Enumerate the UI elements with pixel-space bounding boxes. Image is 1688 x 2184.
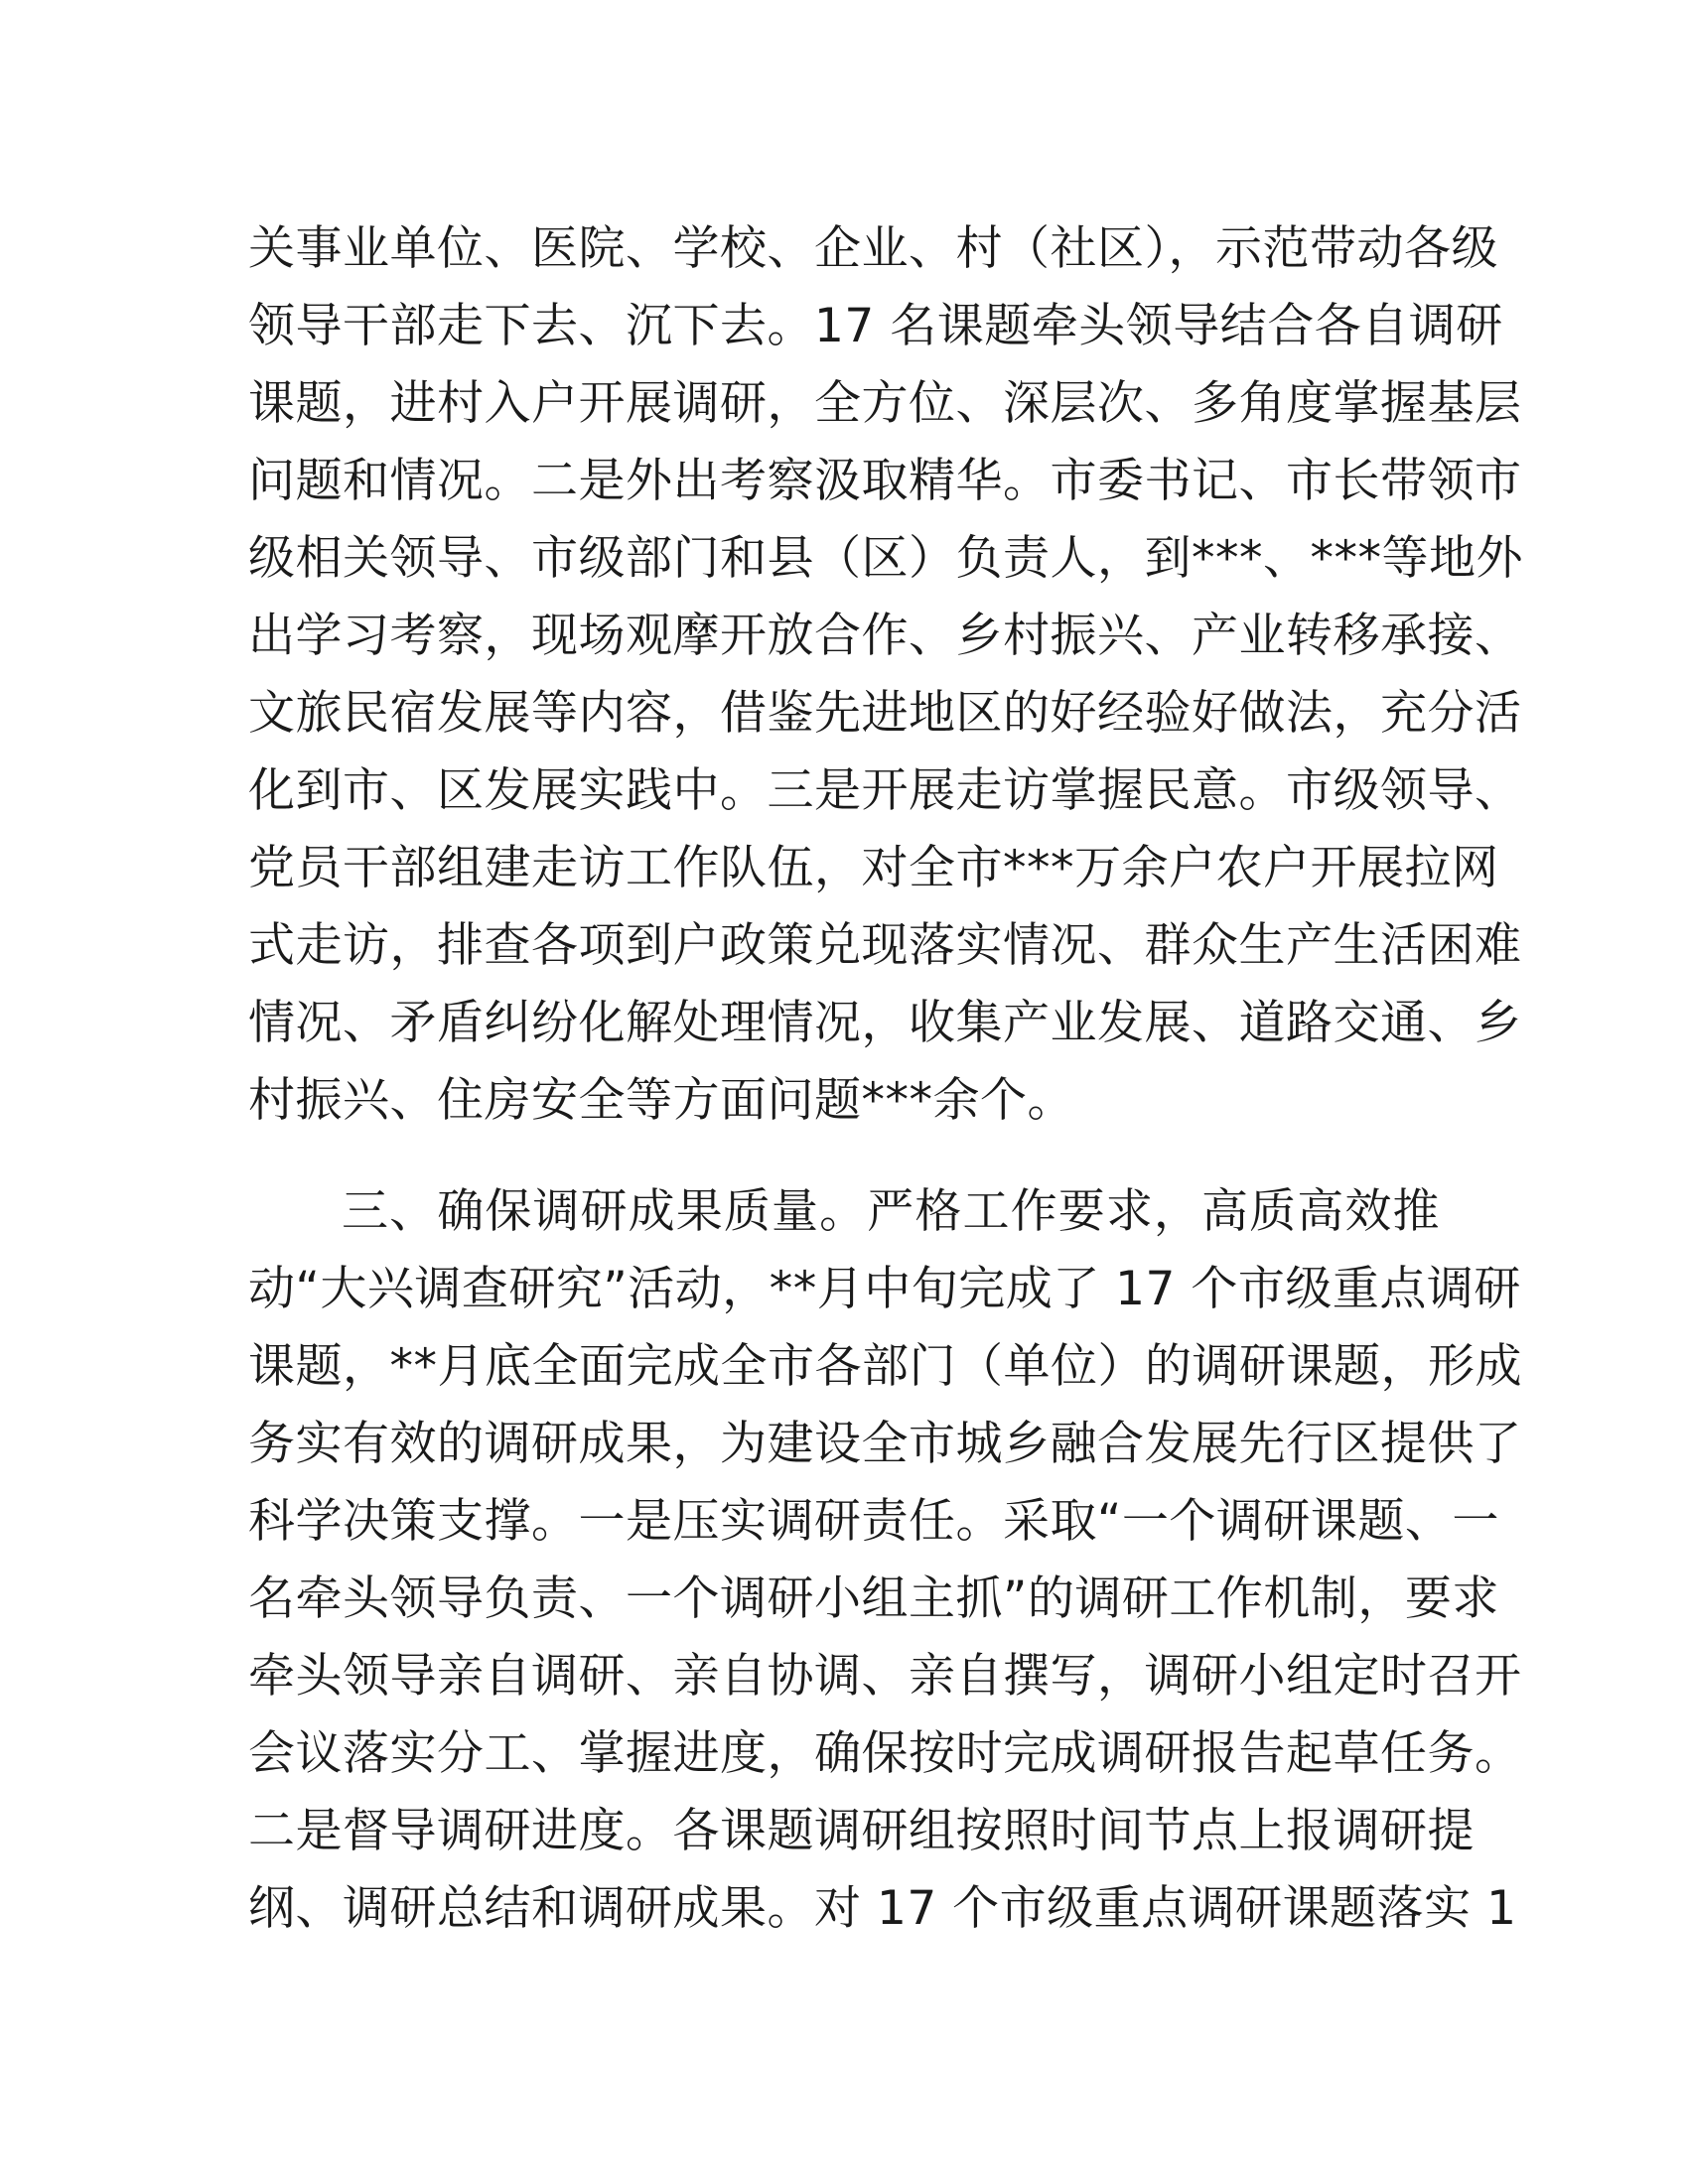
text-line: 级相关领导、市级部门和县（区）负责人，到***、***等地外	[248, 531, 1523, 586]
paragraph-2	[248, 1173, 1522, 1948]
text-line: 科学决策支撑。一是压实调研责任。采取“一个调研课题、一	[248, 1494, 1499, 1549]
text-line: 务实有效的调研成果，为建设全市城乡融合发展先行区提供了	[248, 1417, 1522, 1471]
text-line: 党员干部组建走访工作队伍，对全市***万余户农户开展拉网	[248, 841, 1499, 895]
text-line: 二是督导调研进度。各课题调研组按照时间节点上报调研提	[248, 1804, 1475, 1858]
text-line: 出学习考察，现场观摩开放合作、乡村振兴、产业转移承接、	[248, 609, 1522, 663]
text-line: 领导干部走下去、沉下去。17 名课题牵头领导结合各自调研	[248, 299, 1503, 353]
text-line: 关事业单位、医院、学校、企业、村（社区），示范带动各级	[248, 221, 1498, 276]
section-heading-line: 三、确保调研成果质量。严格工作要求，高质高效推	[342, 1184, 1440, 1239]
text-line: 名牵头领导负责、一个调研小组主抓”的调研工作机制，要求	[248, 1571, 1499, 1626]
text-line: 纲、调研总结和调研成果。对 17 个市级重点调研课题落实 1	[248, 1881, 1517, 1936]
text-line: 问题和情况。二是外出考察汲取精华。市委书记、市长带领市	[248, 454, 1522, 508]
paragraph-spacer	[248, 1140, 1440, 1173]
text-line: 式走访，排查各项到户政策兑现落实情况、群众生产生活困难	[248, 918, 1522, 973]
text-line: 文旅民宿发展等内容，借鉴先进地区的好经验好做法，充分活	[248, 686, 1522, 741]
text-line: 课题，**月底全面完成全市各部门（单位）的调研课题，形成	[248, 1339, 1522, 1394]
text-line: 牵头领导亲自调研、亲自协调、亲自撰写，调研小组定时召开	[248, 1649, 1522, 1704]
text-line: 化到市、区发展实践中。三是开展走访掌握民意。市级领导、	[248, 763, 1522, 818]
text-line: 课题，进村入户开展调研，全方位、深层次、多角度掌握基层	[248, 376, 1522, 431]
paragraph-1	[248, 210, 1523, 1140]
document-body	[248, 210, 1523, 1948]
text-line: 动“大兴调查研究”活动，**月中旬完成了 17 个市级重点调研	[248, 1262, 1521, 1316]
text-line: 村振兴、住房安全等方面问题***余个。	[248, 1073, 1074, 1128]
text-line: 情况、矛盾纠纷化解处理情况，收集产业发展、道路交通、乡	[248, 996, 1522, 1050]
text-line: 会议落实分工、掌握进度，确保按时完成调研报告起草任务。	[248, 1726, 1522, 1781]
